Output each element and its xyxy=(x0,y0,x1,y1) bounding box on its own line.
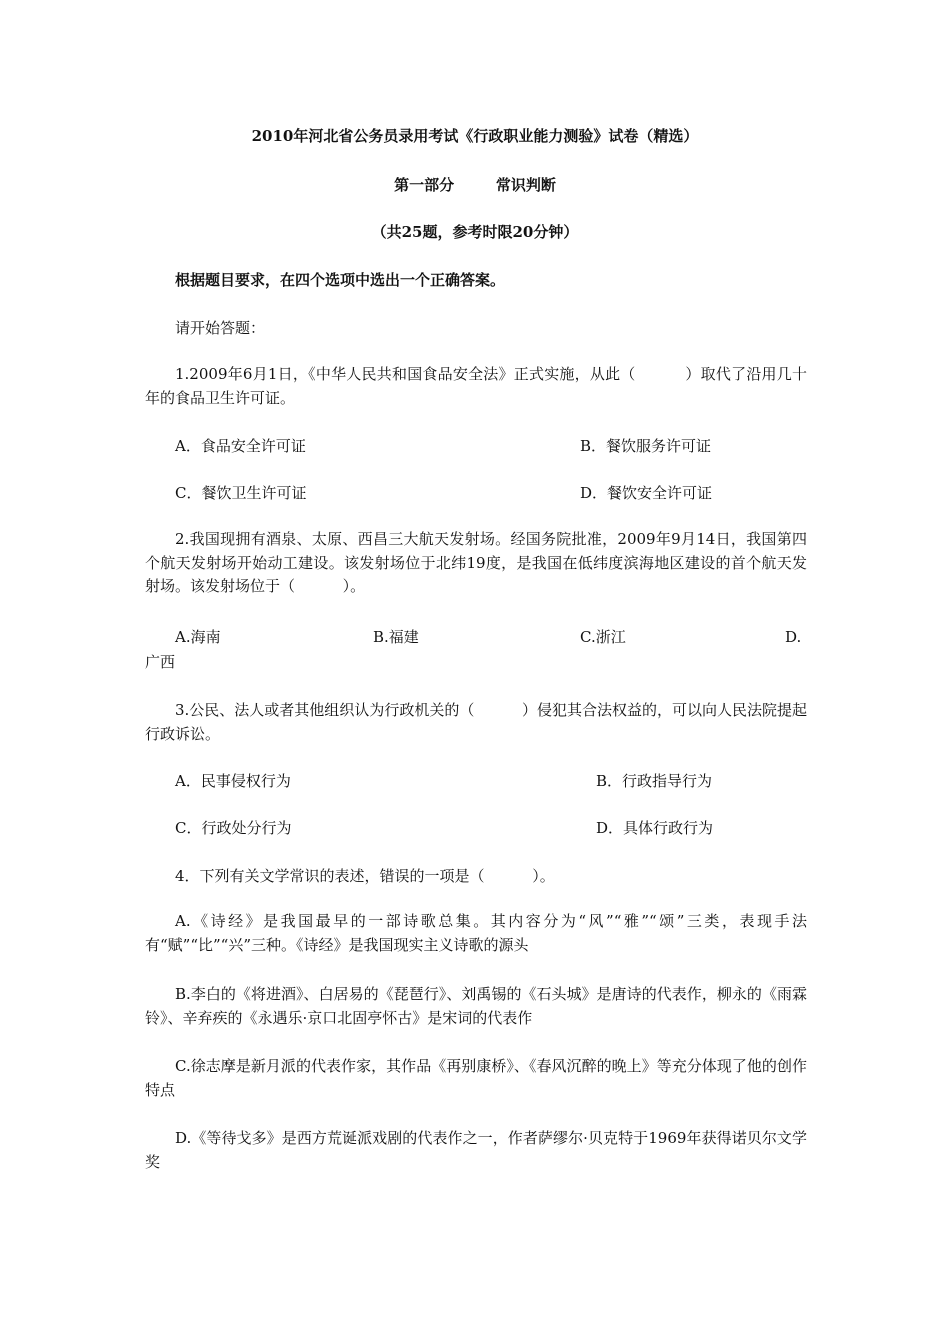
question-2-option-b: B.福建 xyxy=(373,628,419,646)
page-title: 2010年河北省公务员录用考试《行政职业能力测验》试卷（精选） xyxy=(251,127,699,145)
question-1-option-c: C．餐饮卫生许可证 xyxy=(175,484,307,502)
question-1-option-b: B．餐饮服务许可证 xyxy=(580,437,712,455)
question-4-option-b: B.李白的《将进酒》、白居易的《琵琶行》、刘禹锡的《石头城》是唐诗的代表作，柳永的《雨霖铃》、辛弃疾的《永遇乐·京口北固亭怀古》是宋词的代表作 xyxy=(145,985,807,1027)
question-3-option-a: A．民事侵权行为 xyxy=(175,772,291,790)
question-2-option-d: D. xyxy=(785,628,802,646)
question-1-option-d: D．餐饮安全许可证 xyxy=(580,484,713,502)
question-4-option-d: D.《等待戈多》是西方荒诞派戏剧的代表作之一，作者萨缪尔·贝克特于1969年获得诺贝尔文学奖 xyxy=(145,1129,807,1171)
question-3-option-c: C．行政处分行为 xyxy=(175,819,292,837)
section-heading: 第一部分 常识判断 xyxy=(394,176,556,194)
start-prompt: 请开始答题： xyxy=(175,319,266,337)
question-3-option-b: B．行政指导行为 xyxy=(596,772,713,790)
question-2-option-d-text: 广西 xyxy=(145,653,176,671)
section-note: （共25题，参考时限20分钟） xyxy=(371,223,579,241)
question-1-option-a: A．食品安全许可证 xyxy=(175,437,306,455)
instruction: 根据题目要求，在四个选项中选出一个正确答案。 xyxy=(175,271,506,289)
question-2-option-c: C.浙江 xyxy=(580,628,626,646)
question-4-option-a: A.《诗经》是我国最早的一部诗歌总集。其内容分为“风”“雅”“颂”三类，表现手法有“赋”“比”“兴”三种。《诗经》是我国现实主义诗歌的源头 xyxy=(145,912,807,954)
question-1-stem: 1.2009年6月1日，《中华人民共和国食品安全法》正式实施，从此（ ）取代了沿用几十年的食品卫生许可证。 xyxy=(145,365,807,407)
question-3-stem: 3.公民、法人或者其他组织认为行政机关的（ ）侵犯其合法权益的，可以向人民法院提起行政诉讼。 xyxy=(145,701,807,743)
question-4-stem: 4．下列有关文学常识的表述，错误的一项是（ ）。 xyxy=(175,867,555,885)
question-4-option-c: C.徐志摩是新月派的代表作家，其作品《再别康桥》、《春风沉醉的晚上》等充分体现了他的创作特点 xyxy=(145,1057,807,1099)
question-3-option-d: D．具体行政行为 xyxy=(596,819,714,837)
question-2-option-a: A.海南 xyxy=(175,628,221,646)
question-2-stem: 2.我国现拥有酒泉、太原、西昌三大航天发射场。经国务院批准，2009年9月14日，我国第四个航天发射场开始动工建设。该发射场位于北纬19度，是我国在低纬度滨海地区建设的首个航天发射场。该发射场位于（ ）。 xyxy=(145,530,807,595)
